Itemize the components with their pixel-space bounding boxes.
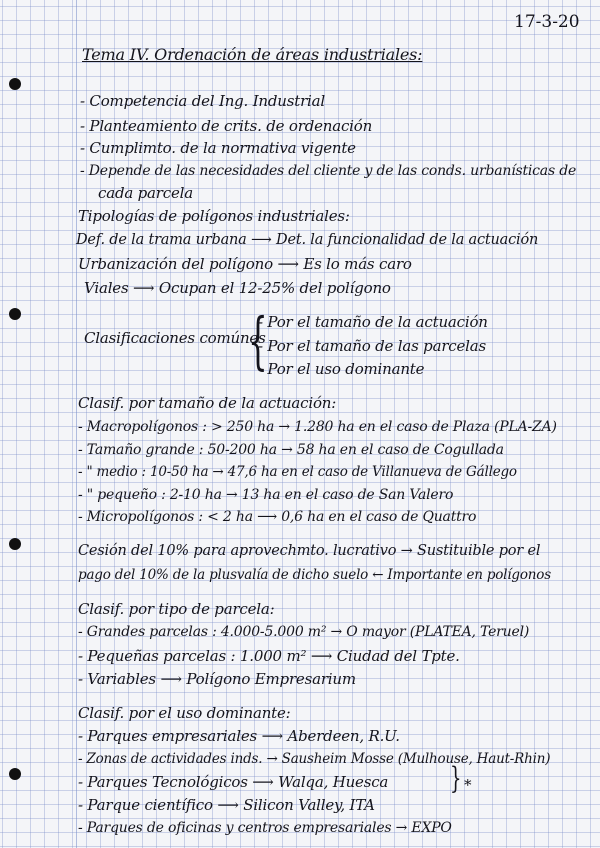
- page-title: Tema IV. Ordenación de áreas industriales:: [82, 45, 423, 64]
- asterisk-mark: *: [464, 776, 472, 794]
- tamano-line: - Tamaño grande : 50-200 ha → 58 ha en el caso de Cogullada: [78, 442, 504, 458]
- uso-heading: Clasif. por el uso dominante:: [78, 704, 291, 722]
- cesion-line: pago del 10% de la plusvalía de dicho suelo ← Importante en polígonos: [78, 567, 551, 583]
- intro-line: - Depende de las necesidades del cliente y de las conds. urbanísticas de: [80, 163, 577, 179]
- parcela-heading: Clasif. por tipo de parcela:: [78, 600, 275, 618]
- parcela-line: - Grandes parcelas : 4.000-5.000 m² → O mayor (PLATEA, Teruel): [78, 624, 530, 640]
- tamano-line: - " medio : 10-50 ha → 47,6 ha en el caso de Villanueva de Gállego: [78, 464, 517, 480]
- uso-line: - Parques empresariales ⟶ Aberdeen, R.U.: [78, 727, 400, 745]
- binder-hole: [9, 78, 21, 90]
- cesion-line: Cesión del 10% para aprovechmto. lucrativo → Sustituible por el: [78, 543, 541, 559]
- uso-line: - Parque científico ⟶ Silicon Valley, ITA: [78, 796, 375, 814]
- parcela-line: - Variables ⟶ Polígono Empresarium: [78, 670, 356, 688]
- uso-line: - Parques Tecnológicos ⟶ Walqa, Huesca: [78, 773, 389, 791]
- notebook-margin-line: [76, 0, 77, 848]
- curly-brace-close: }: [450, 761, 462, 796]
- tamano-line: - " pequeño : 2-10 ha → 13 ha en el caso de San Valero: [78, 487, 454, 503]
- intro-line: cada parcela: [98, 184, 193, 202]
- uso-line: - Parques de oficinas y centros empresariales → EXPO: [78, 820, 452, 836]
- tamano-heading: Clasif. por tamaño de la actuación:: [78, 394, 337, 412]
- tamano-line: - Micropolígonos : < 2 ha ⟶ 0,6 ha en el caso de Quattro: [78, 509, 477, 525]
- tipologias-line: Def. de la trama urbana ⟶ Det. la funcionalidad de la actuación: [76, 232, 539, 248]
- intro-line: - Cumplimto. de la normativa vigente: [80, 139, 356, 157]
- parcela-line: - Pequeñas parcelas : 1.000 m² ⟶ Ciudad del Tpte.: [78, 647, 460, 665]
- uso-line: - Zonas de actividades inds. → Sausheim Mosse (Mulhouse, Haut-Rhin): [78, 751, 551, 767]
- tipologias-line: Viales ⟶ Ocupan el 12-25% del polígono: [84, 279, 391, 297]
- binder-hole: [9, 308, 21, 320]
- clasificaciones-item: - Por el tamaño de la actuación: [258, 313, 488, 331]
- binder-hole: [9, 768, 21, 780]
- curly-brace: {: [248, 304, 268, 377]
- clasificaciones-item: - Por el tamaño de las parcelas: [258, 337, 487, 355]
- intro-line: - Planteamiento de crits. de ordenación: [80, 117, 373, 135]
- tipologias-line: Urbanización del polígono ⟶ Es lo más caro: [78, 255, 412, 273]
- page-date: 17-3-20: [514, 12, 580, 32]
- intro-line: - Competencia del Ing. Industrial: [80, 92, 325, 110]
- clasificaciones-label: Clasificaciones comúnes: [84, 329, 266, 347]
- binder-hole: [9, 538, 21, 550]
- tipologias-heading: Tipologías de polígonos industriales:: [78, 207, 350, 225]
- clasificaciones-item: - Por el uso dominante: [258, 360, 425, 378]
- tamano-line: - Macropolígonos : > 250 ha → 1.280 ha en el caso de Plaza (PLA-ZA): [78, 419, 557, 435]
